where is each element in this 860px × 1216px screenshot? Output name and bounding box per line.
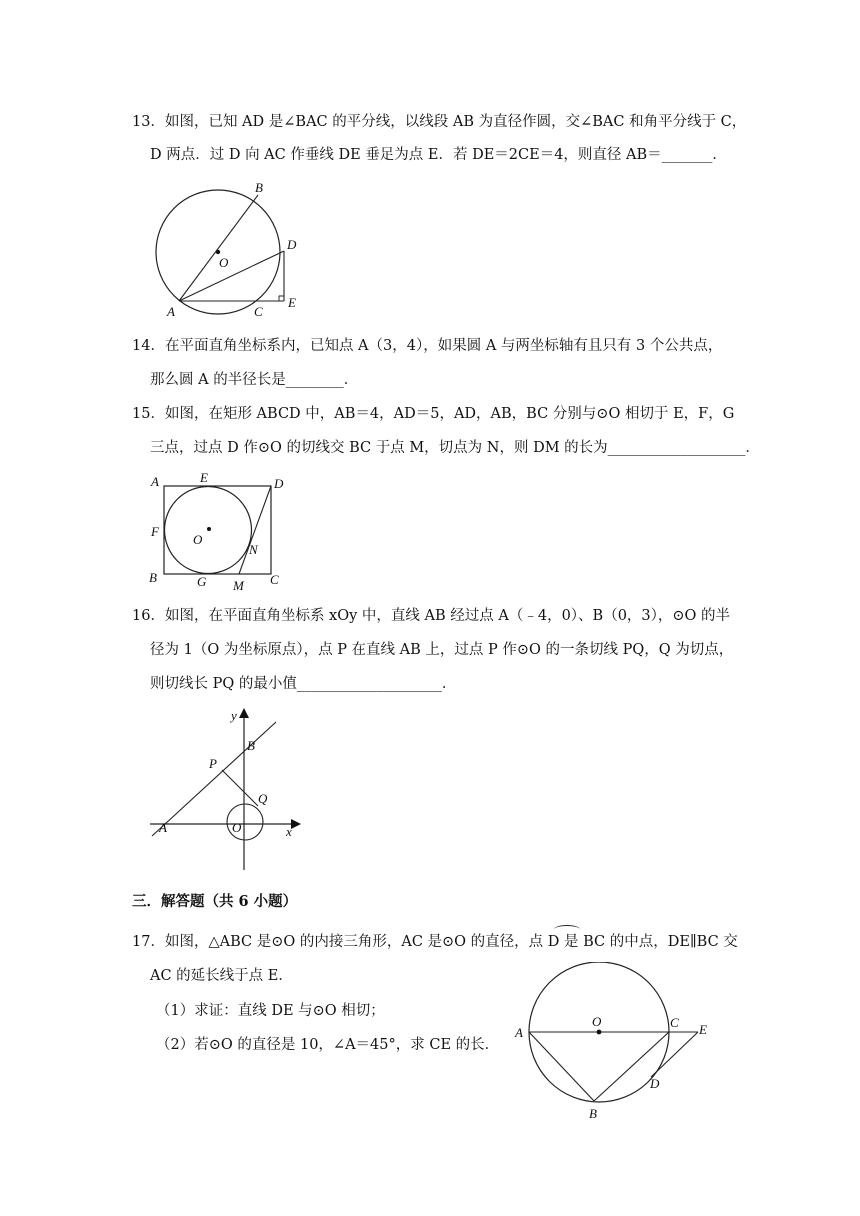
q13-label-o: O xyxy=(219,255,229,270)
q16-label-b: B xyxy=(247,738,255,753)
q15-line-1: 15．如图，在矩形 ABCD 中，AB＝4，AD＝5，AD，AB，BC 分别与⊙O 相切于 E，F，G xyxy=(132,406,735,422)
q15-label-n: N xyxy=(249,542,258,557)
q15-figure xyxy=(140,468,300,593)
q17-label-b: B xyxy=(589,1106,597,1121)
q16-label-q: Q xyxy=(258,791,268,806)
q15-label-a: A xyxy=(151,474,159,489)
q13-center-dot xyxy=(216,250,220,254)
q15-label-b: B xyxy=(149,570,157,585)
q14-line-1: 14．在平面直角坐标系内，已知点 A（3，4），如果圆 A 与两坐标轴有且只有 3 个公共点， xyxy=(132,338,723,354)
q17-line-1: 17．如图，△ABC 是⊙O 的内接三角形，AC 是⊙O 的直径，点 D 是 BC 的中点，DE∥BC 交 xyxy=(132,934,738,950)
q16-line-3: 则切线长 PQ 的最小值____________________． xyxy=(150,676,457,692)
q16-label-a: A xyxy=(159,820,167,835)
q13-line-1: 13．如图，已知 AD 是∠BAC 的平分线，以线段 AB 为直径作圆，交∠BAC 和角平分线于 C， xyxy=(132,114,747,130)
q17-label-c: C xyxy=(670,1015,679,1030)
q15-label-g: G xyxy=(197,574,207,589)
q15-label-m: M xyxy=(233,578,244,593)
q16-line-2: 径为 1（O 为坐标原点），点 P 在直线 AB 上，过点 P 作⊙O 的一条切线 PQ，Q 为切点， xyxy=(150,642,734,658)
q13-diameter-ab xyxy=(179,195,258,301)
q13-segment-ad xyxy=(179,251,284,301)
q13-label-a: A xyxy=(167,304,175,319)
q15-label-f: F xyxy=(151,524,159,539)
q16-x-axis-arrow xyxy=(291,819,301,829)
q15-label-d: D xyxy=(274,476,284,491)
q17-label-o: O xyxy=(592,1014,602,1029)
q17-figure xyxy=(510,962,730,1127)
q16-label-p: P xyxy=(209,756,217,771)
q17-line-2: AC 的延长线于点 E． xyxy=(150,968,293,984)
q17-label-e: E xyxy=(699,1022,707,1037)
q16-label-x: x xyxy=(286,824,292,839)
q13-line-2: D 两点．过 D 向 AC 作垂线 DE 垂足为点 E．若 DE＝2CE＝4，则直径 AB＝_______． xyxy=(150,147,727,163)
q15-label-c: C xyxy=(270,572,279,587)
q13-figure xyxy=(140,175,320,325)
q13-label-c: C xyxy=(254,304,263,319)
q16-line-1: 16．如图，在平面直角坐标系 xOy 中，直线 AB 经过点 A（﹣4，0）、B（0，3），⊙O 的半 xyxy=(132,608,731,624)
section-3-title: 三．解答题（共 6 小题） xyxy=(132,893,298,910)
q15-center-dot xyxy=(207,527,211,531)
q14-line-2: 那么圆 A 的半径长是________． xyxy=(150,372,359,388)
q16-y-axis-arrow xyxy=(239,708,249,718)
q15-line-2: 三点，过点 D 作⊙O 的切线交 BC 于点 M，切点为 N，则 DM 的长为___________________． xyxy=(150,440,760,456)
q16-line-ab xyxy=(152,722,276,836)
q16-label-y: y xyxy=(231,708,237,723)
q17-part-1: （1）求证：直线 DE 与⊙O 相切； xyxy=(156,1003,385,1019)
q16-tangent-pq xyxy=(222,770,258,806)
q17-part-2: （2）若⊙O 的直径是 10，∠A＝45°，求 CE 的长． xyxy=(156,1037,500,1053)
q17-label-a: A xyxy=(515,1025,523,1040)
q15-label-o: O xyxy=(193,532,203,547)
q13-label-e: E xyxy=(288,295,296,310)
q15-tangent-dm xyxy=(239,486,271,574)
q17-center-dot xyxy=(597,1030,602,1035)
q15-label-e: E xyxy=(200,470,208,485)
q13-label-d: D xyxy=(287,237,297,252)
q17-tangent-de xyxy=(651,1032,698,1077)
q17-label-d: D xyxy=(650,1076,660,1091)
q16-figure xyxy=(145,702,310,874)
q13-right-angle-mark xyxy=(279,296,284,301)
q17-arc-symbol xyxy=(554,925,580,934)
q16-label-o: O xyxy=(232,820,242,835)
q13-label-b: B xyxy=(255,180,263,195)
